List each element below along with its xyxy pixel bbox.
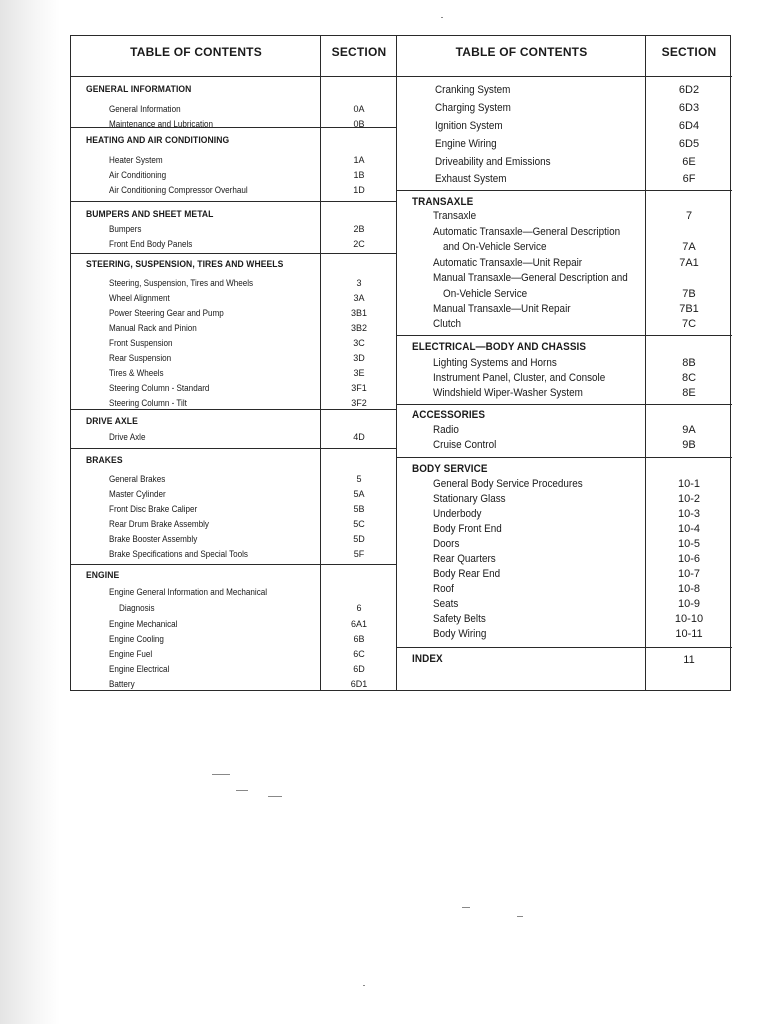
toc-entry-label: Doors xyxy=(433,538,460,550)
toc-entry-label: Power Steering Gear and Pump xyxy=(109,308,224,318)
toc-entry-label: Front Disc Brake Caliper xyxy=(109,504,198,514)
scan-speck xyxy=(441,17,443,18)
toc-entry-section-code: 3B1 xyxy=(350,308,367,318)
toc-entry-label: Cranking System xyxy=(435,84,511,96)
toc-entry-label: Air Conditioning xyxy=(109,170,167,180)
toc-entry-section-code: 7 xyxy=(685,210,693,222)
toc-entry-label: On-Vehicle Service xyxy=(443,288,528,300)
toc-entry-label: Cruise Control xyxy=(433,439,497,451)
scan-speck xyxy=(363,985,365,986)
toc-entry-section-code: 0B xyxy=(353,119,365,129)
left-section-divider xyxy=(71,409,396,410)
toc-entry-label: Driveability and Emissions xyxy=(435,156,551,168)
toc-entry-label: Engine Mechanical xyxy=(109,619,178,629)
toc-entry-label: Steering Column - Tilt xyxy=(109,398,187,408)
toc-entry-label: Rear Drum Brake Assembly xyxy=(109,519,209,529)
toc-entry-label: Wheel Alignment xyxy=(109,293,170,303)
toc-entry-section-code: 10-4 xyxy=(677,523,701,535)
toc-entry-section-code: 5F xyxy=(353,549,365,559)
toc-entry-section-code: 6C xyxy=(353,649,365,659)
left-code-divider xyxy=(320,36,321,690)
toc-entry-section-code: 6 xyxy=(356,603,362,613)
toc-entry-label: Charging System xyxy=(435,102,511,114)
section-title: HEATING AND AIR CONDITIONING xyxy=(86,135,230,146)
scan-speck xyxy=(517,916,523,917)
toc-entry-label: Instrument Panel, Cluster, and Console xyxy=(433,372,606,384)
toc-entry-section-code: 6A1 xyxy=(350,619,367,629)
toc-entry-section-code: 8E xyxy=(682,387,696,399)
toc-entry-section-code: 9B xyxy=(682,439,696,451)
toc-entry-section-code: 2C xyxy=(353,239,365,249)
right-section-divider xyxy=(397,457,732,458)
scan-speck xyxy=(212,774,230,775)
scan-speck xyxy=(236,790,248,791)
section-code: 11 xyxy=(683,654,695,666)
toc-entry-section-code: 5A xyxy=(353,489,365,499)
toc-entry-label: General Body Service Procedures xyxy=(433,478,583,490)
toc-entry-section-code: 3C xyxy=(353,338,365,348)
toc-entry-section-code: 8B xyxy=(682,357,696,369)
toc-entry-section-code: 6D3 xyxy=(678,102,700,114)
toc-entry-section-code: 7A1 xyxy=(679,257,699,269)
toc-entry-label: Exhaust System xyxy=(435,173,507,185)
toc-entry-section-code: 10-11 xyxy=(675,628,703,640)
toc-entry-label: Manual Transaxle—General Description and xyxy=(433,272,628,284)
toc-entry-section-code: 3B2 xyxy=(350,323,367,333)
section-title: BODY SERVICE xyxy=(412,463,488,475)
toc-entry-section-code: 3F1 xyxy=(351,383,367,393)
section-title: TRANSAXLE xyxy=(412,196,474,208)
right-section-divider xyxy=(397,190,732,191)
toc-entry-label: Steering, Suspension, Tires and Wheels xyxy=(109,278,254,288)
section-title: DRIVE AXLE xyxy=(86,416,138,427)
toc-entry-label: Automatic Transaxle—Unit Repair xyxy=(433,257,583,269)
right-code-divider xyxy=(645,36,646,690)
toc-entry-label: Heater System xyxy=(109,155,163,165)
toc-entry-label: Clutch xyxy=(433,318,462,330)
section-title: STEERING, SUSPENSION, TIRES AND WHEELS xyxy=(86,259,284,270)
toc-entry-label: Transaxle xyxy=(433,210,477,222)
toc-entry-section-code: 6D2 xyxy=(678,84,700,96)
toc-entry-section-code: 7C xyxy=(681,318,697,330)
toc-entry-section-code: 6D4 xyxy=(678,120,700,132)
left-section-divider xyxy=(71,564,396,565)
toc-entry-section-code: 3F2 xyxy=(351,398,367,408)
toc-entry-label: Engine Cooling xyxy=(109,634,164,644)
right-section-divider xyxy=(397,404,732,405)
toc-entry-label: Drive Axle xyxy=(109,432,146,442)
toc-entry-section-code: 2B xyxy=(353,224,365,234)
toc-entry-label: Brake Booster Assembly xyxy=(109,534,198,544)
toc-entry-section-code: 1D xyxy=(353,185,365,195)
toc-entry-label: Roof xyxy=(433,583,454,595)
left-section-divider xyxy=(71,201,396,202)
toc-entry-section-code: 5 xyxy=(356,474,362,484)
toc-entry-section-code: 6B xyxy=(353,634,365,644)
toc-entry-section-code: 6D1 xyxy=(350,679,368,689)
toc-entry-section-code: 1B xyxy=(353,170,365,180)
toc-entry-section-code: 5B xyxy=(353,504,365,514)
scan-speck xyxy=(462,907,470,908)
toc-entry-label: Stationary Glass xyxy=(433,493,506,505)
section-title: BRAKES xyxy=(86,455,123,466)
toc-entry-label: Safety Belts xyxy=(433,613,486,625)
toc-entry-section-code: 10-5 xyxy=(677,538,701,550)
right-section-divider xyxy=(397,647,732,648)
toc-entry-label: Engine General Information and Mechanical xyxy=(109,587,268,597)
toc-entry-label: Engine Electrical xyxy=(109,664,170,674)
toc-entry-section-code: 10-7 xyxy=(677,568,701,580)
toc-entry-label: General Information xyxy=(109,104,181,114)
left-section-header: SECTION xyxy=(331,45,387,59)
toc-entry-section-code: 7B xyxy=(682,288,696,300)
toc-entry-label: Ignition System xyxy=(435,120,503,132)
toc-entry-section-code: 3 xyxy=(356,278,362,288)
toc-entry-label: Rear Suspension xyxy=(109,353,172,363)
toc-entry-section-code: 9A xyxy=(682,424,696,436)
left-section-divider xyxy=(71,448,396,449)
toc-entry-section-code: 1A xyxy=(353,155,365,165)
toc-entry-section-code: 10-6 xyxy=(677,553,701,565)
toc-entry-section-code: 7A xyxy=(682,241,696,253)
scan-speck xyxy=(268,796,282,797)
toc-entry-label: Manual Rack and Pinion xyxy=(109,323,197,333)
toc-entry-label: Body Front End xyxy=(433,523,502,535)
toc-entry-label: Body Rear End xyxy=(433,568,501,580)
toc-entry-label: Lighting Systems and Horns xyxy=(433,357,557,369)
toc-entry-section-code: 3E xyxy=(353,368,365,378)
toc-entry-section-code: 6D5 xyxy=(678,138,700,150)
toc-entry-label: Manual Transaxle—Unit Repair xyxy=(433,303,571,315)
toc-entry-section-code: 10-10 xyxy=(674,613,704,625)
header-divider xyxy=(71,76,732,77)
toc-entry-label: Front Suspension xyxy=(109,338,173,348)
toc-entry-section-code: 5C xyxy=(353,519,365,529)
toc-entry-section-code: 8C xyxy=(681,372,697,384)
toc-entry-label: Diagnosis xyxy=(119,603,155,613)
toc-entry-section-code: 6D xyxy=(353,664,365,674)
toc-entry-label: Windshield Wiper-Washer System xyxy=(433,387,583,399)
toc-entry-label: General Brakes xyxy=(109,474,166,484)
toc-entry-label: Brake Specifications and Special Tools xyxy=(109,549,248,559)
right-section-divider xyxy=(397,335,732,336)
toc-entry-label: Automatic Transaxle—General Description xyxy=(433,226,621,238)
toc-entry-label: Engine Fuel xyxy=(109,649,153,659)
left-title-header: TABLE OF CONTENTS xyxy=(130,45,262,59)
left-section-divider xyxy=(71,253,396,254)
toc-entry-section-code: 3A xyxy=(353,293,365,303)
toc-entry-label: and On-Vehicle Service xyxy=(443,241,547,253)
section-title: BUMPERS AND SHEET METAL xyxy=(86,209,214,220)
toc-entry-label: Body Wiring xyxy=(433,628,487,640)
toc-entry-label: Battery xyxy=(109,679,135,689)
left-section-divider xyxy=(71,127,396,128)
toc-entry-section-code: 6F xyxy=(682,173,696,185)
toc-entry-section-code: 7B1 xyxy=(679,303,699,315)
section-title: ACCESSORIES xyxy=(412,409,486,421)
toc-entry-section-code: 10-3 xyxy=(677,508,701,520)
toc-entry-label: Steering Column - Standard xyxy=(109,383,210,393)
toc-entry-section-code: 10-1 xyxy=(677,478,701,490)
section-title: ENGINE xyxy=(86,570,120,581)
toc-entry-label: Master Cylinder xyxy=(109,489,166,499)
toc-entry-label: Maintenance and Lubrication xyxy=(109,119,214,129)
toc-entry-section-code: 3D xyxy=(353,353,365,363)
toc-entry-section-code: 10-2 xyxy=(677,493,701,505)
section-title: ELECTRICAL—BODY AND CHASSIS xyxy=(412,341,587,353)
page-edge-shadow xyxy=(0,0,60,1024)
table-of-contents xyxy=(70,35,731,691)
toc-entry-label: Seats xyxy=(433,598,459,610)
right-section-header: SECTION xyxy=(661,45,717,59)
toc-entry-section-code: 6E xyxy=(682,156,696,168)
toc-entry-section-code: 10-8 xyxy=(677,583,701,595)
toc-entry-section-code: 10-9 xyxy=(677,598,701,610)
right-title-header: TABLE OF CONTENTS xyxy=(455,45,588,59)
toc-entry-label: Radio xyxy=(433,424,459,436)
toc-entry-label: Front End Body Panels xyxy=(109,239,193,249)
toc-entry-label: Tires & Wheels xyxy=(109,368,164,378)
toc-entry-section-code: 5D xyxy=(353,534,365,544)
toc-entry-section-code: 4D xyxy=(353,432,365,442)
toc-entry-label: Underbody xyxy=(433,508,482,520)
column-divider xyxy=(396,36,397,690)
toc-entry-label: Engine Wiring xyxy=(435,138,497,150)
section-title: INDEX xyxy=(412,653,443,665)
toc-entry-section-code: 0A xyxy=(353,104,365,114)
toc-entry-label: Air Conditioning Compressor Overhaul xyxy=(109,185,248,195)
section-title: GENERAL INFORMATION xyxy=(86,84,192,95)
toc-entry-label: Bumpers xyxy=(109,224,142,234)
toc-entry-label: Rear Quarters xyxy=(433,553,496,565)
